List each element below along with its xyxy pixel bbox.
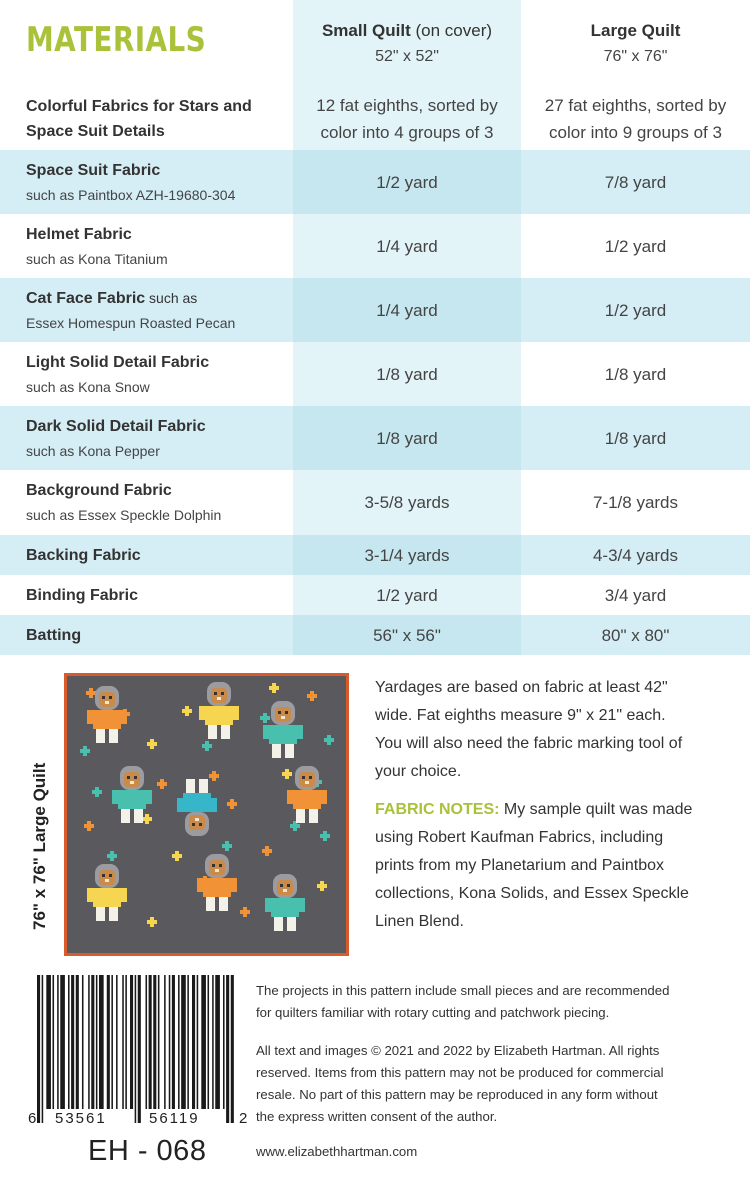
fabric-notes-line: using Robert Kaufman Fabrics, including xyxy=(375,829,664,846)
row-name: Space Suit Fabric xyxy=(26,161,161,179)
row-name-suffix: such as xyxy=(145,289,198,306)
row-name: Cat Face Fabric xyxy=(26,289,146,307)
table-row xyxy=(0,278,750,342)
row-example: such as Kona Snow xyxy=(26,378,150,395)
small-quilt-size: 52" x 52" xyxy=(375,48,439,65)
quilt-illustration xyxy=(67,676,346,953)
barcode-bar xyxy=(226,975,229,1123)
table-row xyxy=(0,575,750,615)
barcode-bar xyxy=(107,975,110,1109)
large-qty: 80" x 80" xyxy=(601,625,670,645)
barcode-bar xyxy=(181,975,186,1109)
table-row xyxy=(0,214,750,278)
barcode-bar xyxy=(153,975,156,1109)
large-quilt-header xyxy=(521,0,750,88)
large-qty: color into 9 groups of 3 xyxy=(549,123,722,142)
fine-line: resale. No part of this pattern may be reproduced in any form without xyxy=(256,1087,658,1102)
barcode-bar xyxy=(91,975,94,1109)
fine-line: the express written consent of the author. xyxy=(256,1109,498,1124)
barcode-bar xyxy=(201,975,206,1109)
large-qty: 3/4 yard xyxy=(604,585,667,605)
barcode-bar xyxy=(76,975,79,1109)
barcode-bar xyxy=(158,975,160,1109)
barcode-bar xyxy=(46,975,51,1109)
barcode-bar xyxy=(215,975,220,1109)
large-qty: 7/8 yard xyxy=(604,172,667,192)
barcode-bar xyxy=(37,975,40,1123)
barcode-bar xyxy=(169,975,171,1109)
yardage-line: your choice. xyxy=(375,763,462,780)
pattern-sku: EH - 068 xyxy=(88,1135,207,1167)
small-qty: 1/4 yard xyxy=(376,236,438,256)
copyright-note xyxy=(256,1040,734,1128)
row-example: such as Kona Titanium xyxy=(26,250,168,267)
large-quilt-title: Large Quilt xyxy=(590,21,681,40)
small-qty: 3-5/8 yards xyxy=(364,493,450,512)
small-quilt-title: Small Quilt xyxy=(321,21,411,40)
barcode-bar xyxy=(187,975,189,1109)
small-qty: 1/2 yard xyxy=(376,585,438,605)
table-row xyxy=(0,535,750,575)
row-name: Binding Fabric xyxy=(26,586,138,604)
fine-line: The projects in this pattern include small pieces and are recommended xyxy=(256,983,670,998)
large-qty: 27 fat eighths, sorted by xyxy=(544,96,727,115)
fabric-notes-line: collections, Kona Solids, and Essex Speckle xyxy=(375,885,689,902)
fabric-notes-label: FABRIC NOTES: xyxy=(375,801,500,818)
row-name: Space Suit Details xyxy=(26,123,165,140)
small-qty: 1/4 yard xyxy=(376,300,438,320)
barcode-bar xyxy=(212,975,214,1109)
yardage-line: You will also need the fabric marking tool of xyxy=(375,735,683,752)
barcode-digit: 2 xyxy=(239,1110,248,1127)
barcode-bar xyxy=(111,975,113,1109)
row-name: Backing Fabric xyxy=(26,546,141,564)
row-name: Light Solid Detail Fabric xyxy=(26,353,210,371)
table-row xyxy=(0,342,750,406)
small-quilt-note: (on cover) xyxy=(415,21,493,40)
large-qty: 7-1/8 yards xyxy=(592,493,679,512)
barcode-bar xyxy=(197,975,199,1109)
fine-line: reserved. Items from this pattern may not be produced for commercial xyxy=(256,1065,664,1080)
row-example: such as Paintbox AZH-19680-304 xyxy=(26,186,236,203)
small-qty: 56" x 56" xyxy=(373,625,441,645)
table-row xyxy=(0,150,750,214)
large-qty: 1/2 yard xyxy=(604,300,667,320)
large-qty: 1/2 yard xyxy=(604,236,667,256)
barcode-bar xyxy=(99,975,104,1109)
yardage-line: Yardages are based on fabric at least 42" xyxy=(375,679,668,696)
table-row xyxy=(0,88,750,150)
row-name: Background Fabric xyxy=(26,482,172,499)
row-name: Colorful Fabrics for Stars and xyxy=(26,98,252,115)
barcode-bar xyxy=(146,975,148,1109)
small-qty: color into 4 groups of 3 xyxy=(320,123,494,142)
small-qty: 3-1/4 yards xyxy=(364,545,450,565)
barcode xyxy=(28,975,248,1130)
barcode-bar xyxy=(164,975,166,1109)
header-row xyxy=(0,0,750,88)
row-name: Helmet Fabric xyxy=(26,225,132,243)
barcode-bar xyxy=(172,975,175,1109)
small-qty: 1/8 yard xyxy=(376,428,438,448)
yardage-line: wide. Fat eighths measure 9" x 21" each. xyxy=(375,707,666,724)
barcode-bar xyxy=(223,975,225,1109)
row-name: Dark Solid Detail Fabric xyxy=(26,417,206,435)
large-qty: 4-3/4 yards xyxy=(592,545,679,565)
fine-line: for quilters familiar with rotary cutting and patchwork piecing. xyxy=(256,1005,610,1020)
barcode-digit: 56119 xyxy=(149,1110,200,1127)
row-example: such as Essex Speckle Dolphin xyxy=(26,507,222,523)
barcode-bar xyxy=(57,975,59,1109)
barcode-bar xyxy=(122,975,124,1109)
barcode-bar xyxy=(82,975,84,1109)
large-quilt-size: 76" x 76" xyxy=(603,48,668,65)
small-qty: 1/2 yard xyxy=(376,172,438,192)
barcode-bar xyxy=(96,975,98,1109)
table-row xyxy=(0,615,750,655)
barcode-bar xyxy=(68,975,70,1109)
barcode-bar xyxy=(42,975,44,1123)
barcode-bars xyxy=(37,975,237,1125)
barcode-bar xyxy=(53,975,55,1109)
yardage-note xyxy=(375,674,733,786)
barcode-bar xyxy=(135,975,137,1123)
barcode-bar xyxy=(130,975,133,1109)
fabric-notes-line: My sample quilt was made xyxy=(499,801,693,818)
quilt-image xyxy=(64,673,349,956)
fabric-notes-line: prints from my Planetarium and Paintbox xyxy=(375,857,665,874)
table-row xyxy=(0,406,750,470)
barcode-bar xyxy=(149,975,152,1109)
barcode-bar xyxy=(231,975,234,1123)
large-qty: 1/8 yard xyxy=(604,428,667,448)
barcode-bar xyxy=(71,975,74,1109)
quilt-caption: 76" x 76" Large Quilt xyxy=(30,762,49,930)
small-qty: 12 fat eighths, sorted by xyxy=(316,96,498,115)
barcode-bar xyxy=(138,975,141,1123)
barcode-bar xyxy=(178,975,180,1109)
materials-heading: MATERIALS xyxy=(26,20,207,60)
website-url: www.elizabethhartman.com xyxy=(256,1144,418,1159)
barcode-bar xyxy=(208,975,210,1109)
fabric-notes-line: Linen Blend. xyxy=(375,913,464,930)
small-qty: 1/8 yard xyxy=(376,364,438,384)
barcode-digit: 53561 xyxy=(55,1110,107,1127)
fabric-notes xyxy=(375,796,733,936)
large-qty: 1/8 yard xyxy=(604,364,667,384)
skill-note xyxy=(256,980,734,1024)
small-quilt-header xyxy=(293,0,521,88)
row-example: such as Kona Pepper xyxy=(26,442,160,459)
barcode-bar xyxy=(125,975,127,1109)
barcode-bar xyxy=(116,975,118,1109)
fine-line: All text and images © 2021 and 2022 by Elizabeth Hartman. All rights xyxy=(256,1043,660,1058)
barcode-bar xyxy=(192,975,195,1109)
barcode-bar xyxy=(88,975,90,1109)
row-name: Batting xyxy=(26,626,82,644)
barcode-digit: 6 xyxy=(28,1110,37,1127)
barcode-bar xyxy=(60,975,65,1109)
table-row xyxy=(0,470,750,535)
row-example: Essex Homespun Roasted Pecan xyxy=(26,314,236,331)
